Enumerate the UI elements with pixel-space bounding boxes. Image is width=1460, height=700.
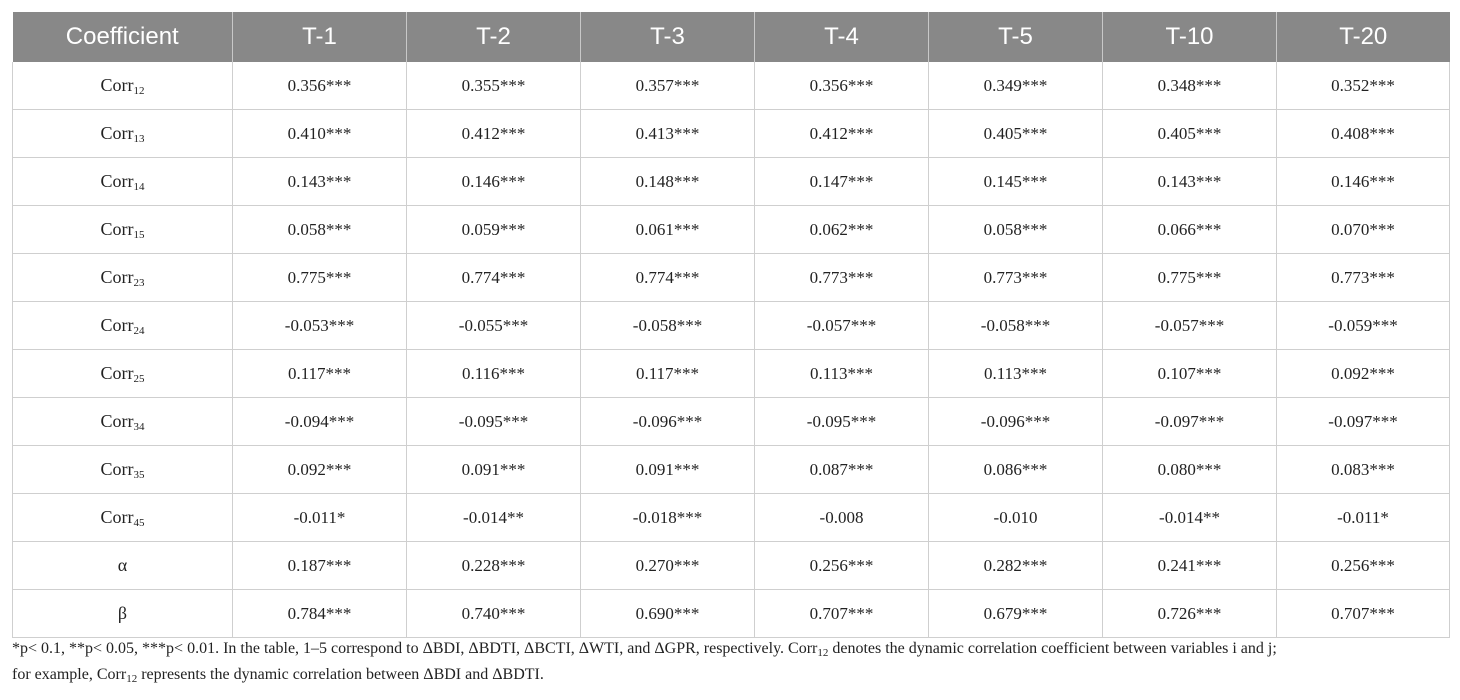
table-cell: 0.087*** <box>755 446 929 494</box>
table-cell: 0.282*** <box>929 542 1103 590</box>
table-cell: 0.058*** <box>233 206 407 254</box>
table-cell: 0.774*** <box>581 254 755 302</box>
row-label-subscript: 23 <box>133 276 145 289</box>
row-label <box>13 446 233 494</box>
table-cell: 0.117*** <box>233 350 407 398</box>
table-cell: 0.228*** <box>407 542 581 590</box>
row-label <box>13 398 233 446</box>
table-cell: 0.107*** <box>1103 350 1277 398</box>
table-cell: 0.408*** <box>1277 110 1450 158</box>
table-row <box>13 206 1450 254</box>
table-row <box>13 350 1450 398</box>
table-cell: 0.070*** <box>1277 206 1450 254</box>
row-label-text: α <box>117 555 128 575</box>
table-cell: 0.147*** <box>755 158 929 206</box>
table-cell: 0.410*** <box>233 110 407 158</box>
row-label-subscript: 24 <box>133 324 145 337</box>
row-label-text: β <box>117 603 128 623</box>
table-cell: 0.080*** <box>1103 446 1277 494</box>
coefficient-table-container <box>12 12 1449 638</box>
coefficient-table <box>12 12 1450 638</box>
row-label <box>13 254 233 302</box>
table-cell: 0.775*** <box>1103 254 1277 302</box>
row-label-text: Corr <box>100 410 134 431</box>
table-cell: -0.094*** <box>233 398 407 446</box>
table-cell: 0.707*** <box>1277 590 1450 638</box>
row-label-text: Corr <box>100 74 134 95</box>
table-cell: 0.349*** <box>929 62 1103 110</box>
row-label-text: Corr <box>100 506 134 527</box>
table-cell: 0.413*** <box>581 110 755 158</box>
header-t2: T-2 <box>407 12 581 62</box>
table-row <box>13 590 1450 638</box>
table-cell: 0.690*** <box>581 590 755 638</box>
row-label <box>13 62 233 110</box>
table-cell: 0.352*** <box>1277 62 1450 110</box>
table-cell: 0.113*** <box>755 350 929 398</box>
footnote-text: *p< 0.1, **p< 0.05, ***p< 0.01. In the table, 1–5 correspond to ΔBDI, ΔBDTI, ΔBCTI, ΔWTI, and ΔGPR, respectively. Corr <box>12 640 818 657</box>
row-label-subscript: 12 <box>133 84 145 97</box>
row-label-text: Corr <box>100 314 134 335</box>
table-cell: -0.057*** <box>1103 302 1277 350</box>
table-cell: 0.679*** <box>929 590 1103 638</box>
header-coefficient: Coefficient <box>13 12 233 62</box>
row-label-subscript: 14 <box>133 180 145 193</box>
table-cell: 0.143*** <box>233 158 407 206</box>
table-cell: -0.057*** <box>755 302 929 350</box>
table-cell: -0.059*** <box>1277 302 1450 350</box>
row-label <box>13 350 233 398</box>
footnote-line-1 <box>12 638 1449 664</box>
header-t10: T-10 <box>1103 12 1277 62</box>
table-cell: 0.775*** <box>233 254 407 302</box>
row-label-text: Corr <box>100 266 134 287</box>
table-cell: 0.773*** <box>929 254 1103 302</box>
row-label-subscript: 34 <box>133 420 145 433</box>
table-row <box>13 110 1450 158</box>
table-row <box>13 398 1450 446</box>
row-label <box>13 542 233 590</box>
table-cell: -0.014** <box>407 494 581 542</box>
row-label-subscript: 13 <box>133 132 145 145</box>
table-cell: 0.357*** <box>581 62 755 110</box>
table-cell: -0.058*** <box>581 302 755 350</box>
table-cell: 0.774*** <box>407 254 581 302</box>
footnote-subscript: 12 <box>817 647 829 659</box>
table-cell: 0.058*** <box>929 206 1103 254</box>
table-row <box>13 254 1450 302</box>
footnote-text: denotes the dynamic correlation coefficient between variables i and j; <box>832 640 1277 657</box>
row-label-text: Corr <box>100 458 134 479</box>
table-cell: 0.256*** <box>755 542 929 590</box>
table-cell: 0.059*** <box>407 206 581 254</box>
table-cell: -0.095*** <box>407 398 581 446</box>
row-label-text: Corr <box>100 362 134 383</box>
table-row <box>13 494 1450 542</box>
table-cell: -0.055*** <box>407 302 581 350</box>
table-cell: 0.256*** <box>1277 542 1450 590</box>
table-cell: 0.145*** <box>929 158 1103 206</box>
table-cell: -0.095*** <box>755 398 929 446</box>
table-row <box>13 302 1450 350</box>
table-cell: -0.097*** <box>1103 398 1277 446</box>
row-label <box>13 590 233 638</box>
table-row <box>13 446 1450 494</box>
row-label-subscript: 25 <box>133 372 145 385</box>
row-label-text: Corr <box>100 170 134 191</box>
row-label <box>13 110 233 158</box>
table-cell: 0.187*** <box>233 542 407 590</box>
table-cell: 0.784*** <box>233 590 407 638</box>
table-cell: 0.092*** <box>233 446 407 494</box>
table-cell: 0.405*** <box>1103 110 1277 158</box>
table-cell: 0.740*** <box>407 590 581 638</box>
table-cell: 0.355*** <box>407 62 581 110</box>
row-label-subscript: 45 <box>133 516 145 529</box>
table-cell: 0.270*** <box>581 542 755 590</box>
table-cell: 0.092*** <box>1277 350 1450 398</box>
table-cell: 0.146*** <box>1277 158 1450 206</box>
table-cell: -0.011* <box>1277 494 1450 542</box>
header-t20: T-20 <box>1277 12 1450 62</box>
footnote-text: for example, Corr <box>12 666 127 683</box>
table-cell: 0.405*** <box>929 110 1103 158</box>
table-row <box>13 158 1450 206</box>
row-label <box>13 302 233 350</box>
table-cell: 0.348*** <box>1103 62 1277 110</box>
footnote-subscript: 12 <box>126 673 138 685</box>
table-cell: 0.143*** <box>1103 158 1277 206</box>
table-cell: 0.061*** <box>581 206 755 254</box>
row-label <box>13 158 233 206</box>
header-t4: T-4 <box>755 12 929 62</box>
table-cell: -0.097*** <box>1277 398 1450 446</box>
header-t1: T-1 <box>233 12 407 62</box>
footnote-text: represents the dynamic correlation between ΔBDI and ΔBDTI. <box>141 666 544 683</box>
table-cell: -0.096*** <box>929 398 1103 446</box>
header-t3: T-3 <box>581 12 755 62</box>
table-cell: -0.018*** <box>581 494 755 542</box>
table-cell: 0.062*** <box>755 206 929 254</box>
row-label-subscript: 35 <box>133 468 145 481</box>
table-cell: 0.117*** <box>581 350 755 398</box>
table-cell: 0.113*** <box>929 350 1103 398</box>
table-row <box>13 542 1450 590</box>
table-cell: 0.091*** <box>581 446 755 494</box>
table-cell: 0.116*** <box>407 350 581 398</box>
table-cell: -0.011* <box>233 494 407 542</box>
header-t5: T-5 <box>929 12 1103 62</box>
table-cell: -0.058*** <box>929 302 1103 350</box>
table-cell: -0.014** <box>1103 494 1277 542</box>
footnote-line-2 <box>12 664 1449 690</box>
row-label <box>13 206 233 254</box>
row-label-text: Corr <box>100 218 134 239</box>
table-cell: -0.053*** <box>233 302 407 350</box>
table-cell: 0.412*** <box>755 110 929 158</box>
table-cell: 0.241*** <box>1103 542 1277 590</box>
table-cell: 0.091*** <box>407 446 581 494</box>
table-cell: 0.773*** <box>1277 254 1450 302</box>
table-cell: 0.146*** <box>407 158 581 206</box>
table-cell: 0.083*** <box>1277 446 1450 494</box>
row-label-text: Corr <box>100 122 134 143</box>
row-label-subscript: 15 <box>133 228 145 241</box>
table-cell: -0.096*** <box>581 398 755 446</box>
table-body <box>13 62 1450 638</box>
header-row <box>13 12 1450 62</box>
table-cell: 0.356*** <box>233 62 407 110</box>
table-cell: 0.086*** <box>929 446 1103 494</box>
table-cell: 0.148*** <box>581 158 755 206</box>
table-cell: 0.356*** <box>755 62 929 110</box>
table-cell: -0.010 <box>929 494 1103 542</box>
row-label <box>13 494 233 542</box>
table-cell: 0.066*** <box>1103 206 1277 254</box>
table-footnote <box>12 638 1449 690</box>
table-cell: 0.412*** <box>407 110 581 158</box>
table-cell: -0.008 <box>755 494 929 542</box>
table-cell: 0.726*** <box>1103 590 1277 638</box>
table-cell: 0.773*** <box>755 254 929 302</box>
table-row <box>13 62 1450 110</box>
table-cell: 0.707*** <box>755 590 929 638</box>
